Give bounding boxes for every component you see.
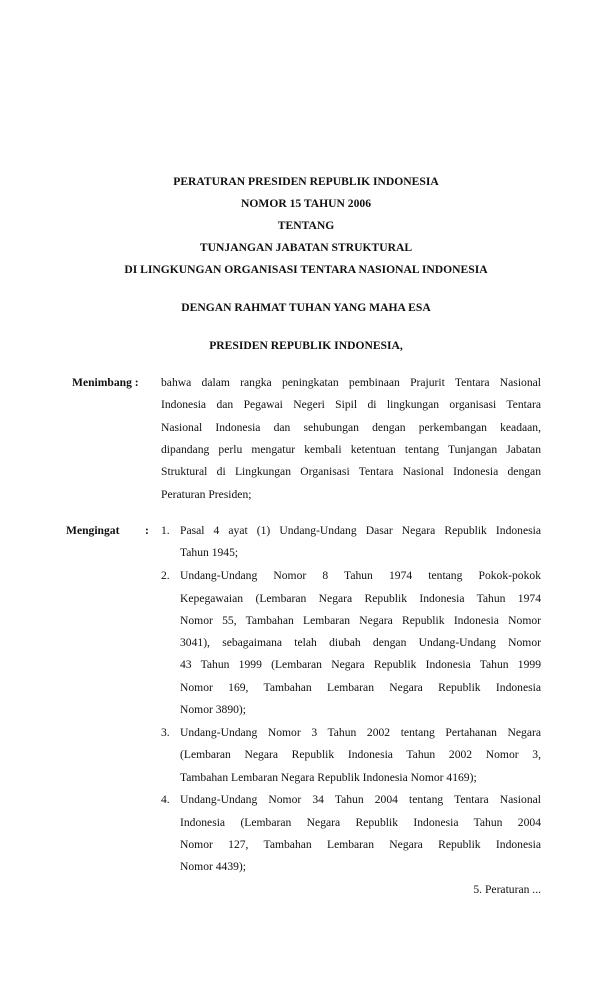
- list-item-line: Tambahan Lembaran Negara Republik Indonesia Nomor 4169);: [180, 770, 477, 784]
- subject-line-1: TUNJANGAN JABATAN STRUKTURAL: [199, 241, 413, 254]
- regulation-number: NOMOR 15 TAHUN 2006: [241, 197, 371, 210]
- list-item-number: 1.: [161, 524, 170, 537]
- list-item-line: Undang-Undang Nomor 3 Tahun 2002 tentang Pertahanan Negara: [180, 725, 541, 739]
- president-line: PRESIDEN REPUBLIK INDONESIA,: [209, 339, 403, 352]
- menimbang-line: dipandang perlu mengatur kembali ketentuan tentang Tunjangan Jabatan: [161, 442, 541, 456]
- list-item-line: Indonesia (Lembaran Negara Republik Indonesia Tahun 2004: [180, 815, 541, 829]
- mengingat-colon: :: [145, 524, 149, 537]
- list-item-line: Kepegawaian (Lembaran Negara Republik Indonesia Tahun 1974: [180, 591, 541, 605]
- blessing-line: DENGAN RAHMAT TUHAN YANG MAHA ESA: [181, 301, 431, 314]
- list-item-line: (Lembaran Negara Republik Indonesia Tahun 2002 Nomor 3,: [180, 748, 541, 762]
- list-item-number: 4.: [161, 793, 170, 807]
- menimbang-line: Nasional Indonesia dan sehubungan dengan perkembangan keadaan,: [161, 420, 541, 434]
- list-item-line: Nomor 55, Tambahan Lembaran Negara Republik Indonesia Nomor: [180, 613, 541, 627]
- subject-line-2: DI LINGKUNGAN ORGANISASI TENTARA NASIONAL INDONESIA: [124, 263, 488, 276]
- menimbang-line: Peraturan Presiden;: [161, 487, 252, 501]
- about-heading: TENTANG: [277, 219, 335, 232]
- list-item-line: Tahun 1945;: [180, 546, 239, 560]
- list-item-line: Nomor 169, Tambahan Lembaran Negara Republik Indonesia: [180, 680, 541, 694]
- list-item-line: Undang-Undang Nomor 34 Tahun 2004 tentang Tentara Nasional: [180, 793, 541, 807]
- list-item-line: 43 Tahun 1999 (Lembaran Negara Republik Indonesia Tahun 1999: [180, 658, 541, 672]
- continuation-note: 5. Peraturan ...: [473, 883, 541, 896]
- regulation-title: PERATURAN PRESIDEN REPUBLIK INDONESIA: [173, 175, 439, 188]
- list-item-line: Nomor 3890);: [180, 703, 247, 716]
- menimbang-label: Menimbang :: [72, 376, 139, 389]
- list-item-line: Undang-Undang Nomor 8 Tahun 1974 tentang Pokok-pokok: [180, 569, 541, 583]
- list-item-line: 3041), sebagaimana telah diubah dengan Undang-Undang Nomor: [180, 636, 541, 650]
- mengingat-label: Mengingat: [66, 524, 120, 537]
- list-item-line: Pasal 4 ayat (1) Undang-Undang Dasar Negara Republik Indonesia: [180, 524, 541, 537]
- list-item-line: Nomor 127, Tambahan Lembaran Negara Republik Indonesia: [180, 838, 541, 851]
- list-item-number: 3.: [161, 725, 170, 739]
- menimbang-line: bahwa dalam rangka peningkatan pembinaan Prajurit Tentara Nasional: [161, 376, 541, 389]
- menimbang-line: Indonesia dan Pegawai Negeri Sipil di lingkungan organisasi Tentara: [161, 398, 541, 412]
- list-item-line: Nomor 4439);: [180, 860, 247, 874]
- menimbang-line: Struktural di Lingkungan Organisasi Tentara Nasional Indonesia dengan: [161, 465, 541, 479]
- list-item-number: 2.: [161, 569, 170, 583]
